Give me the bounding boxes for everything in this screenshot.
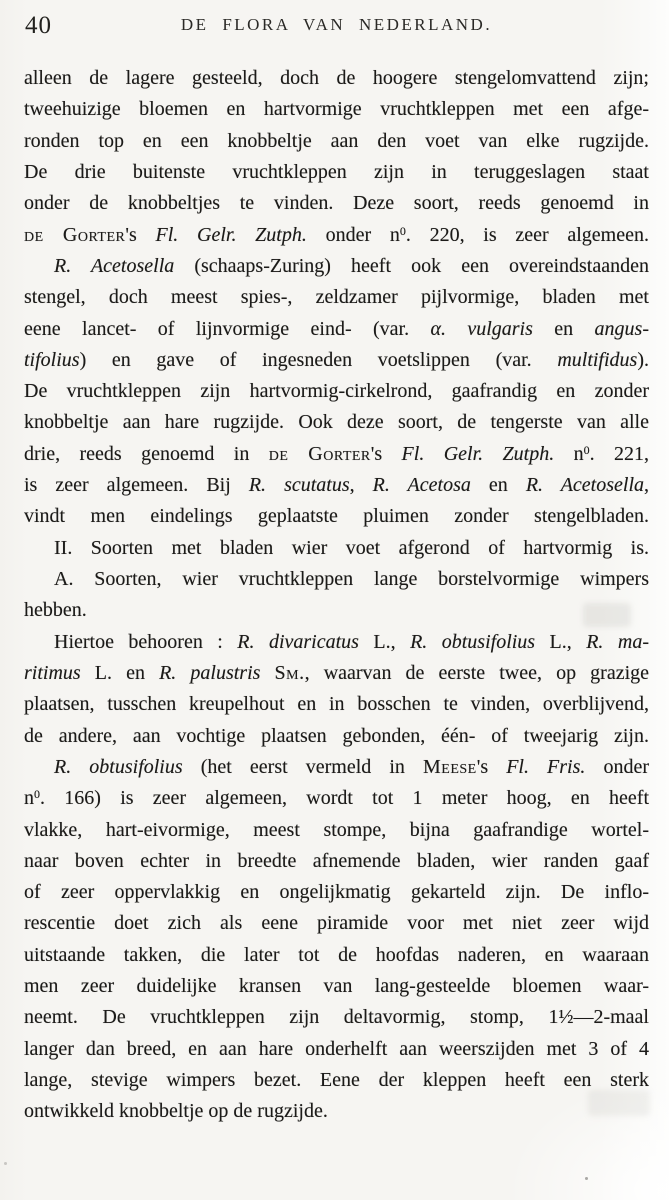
- text-line: [24, 533, 649, 564]
- text-block: [24, 63, 649, 1128]
- text-segment: naar boven echter in breedte afnemende bladen, wier randen gaaf: [24, 849, 649, 872]
- text-segment: hebben.: [24, 599, 87, 622]
- text-segment: Meese: [422, 755, 477, 778]
- text-segment: en: [532, 317, 595, 340]
- text-segment: II. Soorten met bladen wier voet afgerond of hartvormig is.: [54, 536, 649, 559]
- text-line: [24, 564, 649, 595]
- text-segment: R. palustris: [159, 661, 261, 684]
- text-segment: R. ma-: [586, 630, 649, 653]
- text-line: [24, 658, 649, 689]
- text-line: [24, 126, 649, 157]
- text-line: [24, 689, 649, 720]
- text-segment: L.,: [535, 630, 587, 653]
- text-segment: en: [470, 474, 526, 497]
- text-segment: Fl. Fris.: [506, 755, 586, 778]
- text-segment: is zeer algemeen. Bij: [24, 474, 249, 497]
- text-segment: ).: [637, 348, 649, 371]
- text-segment: , waarvan de eerste twee, op grazige: [304, 661, 650, 684]
- text-line: [24, 752, 649, 783]
- text-segment: tweehuizige bloemen en hartvormige vruchtkleppen met een afge-: [24, 98, 649, 121]
- text-segment: ontwikkeld knobbeltje op de rugzijde.: [24, 1100, 328, 1123]
- text-segment: L. en: [80, 661, 160, 684]
- text-line: [24, 971, 649, 1002]
- text-line: [24, 1034, 649, 1065]
- text-segment: ) en gave of ingesneden voetslippen (var.: [79, 348, 558, 371]
- text-segment: 0: [583, 442, 590, 457]
- text-line: [24, 188, 649, 219]
- text-segment: Hiertoe behooren :: [54, 630, 238, 653]
- text-segment: R. Acetosella: [54, 254, 175, 277]
- text-segment: de Gorter: [268, 442, 371, 465]
- text-line: [24, 846, 649, 877]
- text-segment: stengel, doch meest spies-, zeldzamer pijlvormige, bladen met: [24, 286, 649, 309]
- text-line: [24, 251, 649, 282]
- text-segment: drie, reeds genoemd in: [24, 442, 269, 465]
- text-line: [24, 470, 649, 501]
- text-line: [24, 815, 649, 846]
- text-line: [24, 908, 649, 939]
- text-line: [24, 1096, 649, 1127]
- text-segment: [260, 662, 274, 684]
- text-segment: L.,: [358, 630, 411, 653]
- text-segment: n: [24, 787, 34, 810]
- text-line: [24, 783, 649, 814]
- text-segment: R. obtusifolius: [54, 755, 183, 778]
- text-segment: (schaaps-Zuring) heeft ook een overeindstaanden: [174, 254, 649, 277]
- text-segment: men zeer duidelijke kransen van lang-gesteelde bloemen waar-: [24, 975, 649, 998]
- text-segment: eene lancet- of lijnvormige eind- (var.: [24, 317, 431, 340]
- scan-speck: [585, 1177, 588, 1180]
- text-segment: de andere, aan vochtige plaatsen gebonden, één- of tweejarig zijn.: [24, 724, 649, 747]
- text-segment: A. Soorten, wier vruchtkleppen lange borstelvormige wimpers: [54, 568, 649, 590]
- text-segment: R. scutatus: [248, 474, 350, 497]
- text-segment: n: [554, 442, 584, 465]
- text-segment: α. vulgaris: [430, 317, 533, 340]
- text-segment: Sm.: [274, 661, 305, 684]
- text-segment: tifolius: [24, 348, 80, 371]
- text-segment: lange, stevige wimpers bezet. Eene der kleppen heeft een sterk: [24, 1069, 649, 1091]
- text-line: [24, 877, 649, 908]
- text-segment: neemt. De vruchtkleppen zijn deltavormig, stomp, 1½—2-maal: [24, 1006, 649, 1029]
- text-segment: 0: [399, 223, 406, 238]
- text-segment: 's: [125, 223, 156, 246]
- text-line: [24, 1065, 649, 1096]
- scan-speck: [4, 1162, 7, 1165]
- text-line: [24, 1002, 649, 1033]
- text-line: [24, 345, 649, 376]
- text-segment: ,: [349, 474, 373, 497]
- text-segment: Fl. Gelr. Zutph.: [401, 442, 555, 465]
- text-line: [24, 439, 649, 470]
- text-segment: . 166) is zeer algemeen, wordt tot 1 meter hoog, en heeft: [40, 787, 649, 810]
- text-segment: plaatsen, tusschen kreupelhout en in bosschen te vinden, overblijvend,: [24, 693, 649, 716]
- text-segment: 's: [476, 755, 507, 778]
- text-segment: onder n: [306, 223, 400, 246]
- text-segment: R. Acetosella: [525, 474, 644, 497]
- text-segment: R. obtusifolius: [410, 630, 536, 653]
- text-line: [24, 595, 649, 626]
- text-segment: de Gorter: [24, 223, 126, 246]
- page-number: 40: [25, 12, 52, 39]
- text-segment: R. divaricatus: [237, 630, 359, 653]
- text-segment: langer dan breed, en aan hare onderhelft aan weerszijden met 3 of 4: [24, 1037, 649, 1060]
- text-line: [24, 282, 649, 313]
- text-segment: onder de knobbeltjes te vinden. Deze soort, reeds genoemd in: [24, 192, 649, 215]
- text-segment: angus-: [594, 317, 649, 340]
- bleed-through-mark: [583, 603, 631, 627]
- text-segment: of zeer oppervlakkig en ongelijkmatig gekarteld zijn. De inflo-: [24, 881, 649, 904]
- text-line: [24, 94, 649, 125]
- text-line: [24, 376, 649, 407]
- text-line: [24, 314, 649, 345]
- text-segment: (het eerst vermeld in: [182, 755, 423, 778]
- text-line: [24, 157, 649, 188]
- text-line: [24, 63, 649, 94]
- text-segment: multifidus: [557, 348, 638, 371]
- text-line: [24, 940, 649, 971]
- text-line: [24, 721, 649, 752]
- text-segment: onder: [585, 755, 650, 778]
- text-segment: ronden top en een knobbeltje aan den voet van elke rugzijde.: [24, 129, 649, 152]
- text-segment: 0: [34, 787, 40, 802]
- text-segment: vlakke, hart-eivormige, meest stompe, bijna gaafrandige wortel-: [24, 818, 649, 841]
- text-line: [24, 220, 649, 251]
- text-segment: R. Acetosa: [372, 474, 471, 497]
- text-line: [24, 407, 649, 438]
- text-segment: Fl. Gelr. Zutph.: [155, 223, 307, 246]
- text-segment: De drie buitenste vruchtkleppen zijn in teruggeslagen staat: [24, 160, 649, 183]
- text-segment: ritimus: [24, 661, 81, 684]
- text-line: [24, 501, 649, 532]
- text-line: [24, 627, 649, 658]
- text-segment: . 220, is zeer algemeen.: [405, 223, 649, 246]
- text-segment: uitstaande takken, die later tot de hoofdas naderen, en waaraan: [24, 943, 649, 966]
- running-title: DE FLORA VAN NEDERLAND.: [180, 15, 493, 34]
- text-segment: . 221,: [589, 442, 649, 465]
- text-segment: 's: [370, 442, 402, 465]
- text-segment: vindt men eindelings geplaatste pluimen zonder stengelbladen.: [24, 505, 649, 528]
- text-segment: rescentie doet zich als eene piramide voor met niet zeer wijd: [24, 912, 649, 935]
- text-segment: alleen de lagere gesteeld, doch de hoogere stengelomvattend zijn;: [24, 67, 649, 89]
- bleed-through-mark: [588, 1090, 650, 1116]
- text-segment: De vruchtkleppen zijn hartvormig-cirkelrond, gaafrandig en zonder: [24, 380, 649, 403]
- text-segment: ,: [644, 474, 649, 497]
- text-segment: knobbeltje aan hare rugzijde. Ook deze soort, de tengerste van alle: [24, 411, 649, 434]
